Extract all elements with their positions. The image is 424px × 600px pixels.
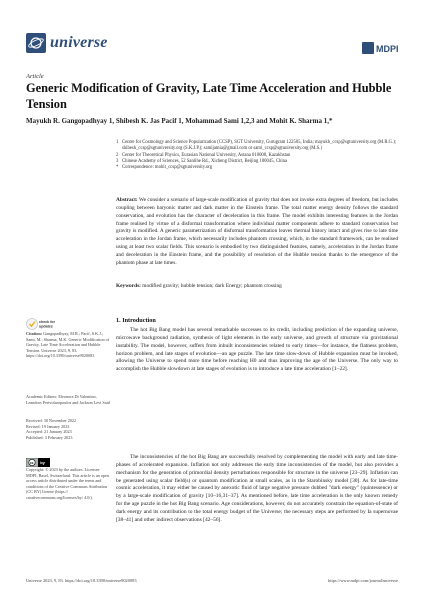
svg-text:MDPI: MDPI	[376, 44, 398, 54]
abstract-text: We consider a scenario of large-scale modification of gravity that does not invoke extra degrees of freedom, but includes coupling between baryonic matter and dark matter in the Einstein frame. The total matter energy density follows the standard conservation, and evolution has the character of deceleration in this frame. The model exhibits interesting features in the Jordan frame realised by virtue of a disformal transformation where individual matter components adhere to standard conservation but gravity is modified. A generic parametrization of disformal transformation leaves thermal history intact and gives rise to late time acceleration in the Jordan frame, which necessarily includes phantom crossing, which, in the standard framework, can be realised using at least two scalar fields. This scenario is embodied by two distinguished features, namely, acceleration in the Jordan frame and deceleration in the Einstein frame, and the possibility of resolution of the Hubble tension thanks to the emergence of the phantom phase at late times.	[116, 197, 398, 266]
universe-journal-icon	[26, 33, 46, 53]
abstract	[116, 197, 398, 268]
check-for-updates-icon[interactable]	[26, 317, 64, 331]
affiliation-list	[116, 140, 398, 171]
editor-names: Eleonora Di Valentino, Leandros Perivolaropoulos and Jackson Levi Said	[26, 394, 110, 405]
affiliation-text: Centre for Cosmology and Science Popularization (CCSP), SGT University, Gurugram 122505, India; mayukh_ccsp@sgtuniversity.org (M.R.G.); shibesh_ccsp@sgtuniversity.org (S.K.J.P.); samijamia@gmail.com or sami_ccsp@sgtuniversity.org (M.S.)	[122, 140, 397, 152]
affiliation-text: Correspondence: mohit_ccsp@sgtuniversity.org	[122, 165, 213, 171]
citation-block	[26, 331, 110, 359]
affiliation-number: 3	[116, 158, 119, 164]
footer-citation: Universe 2023, 9, 83. https://doi.org/10.3390/universe9020083	[26, 578, 137, 583]
author-list: Mayukh R. Gangopadhyay 1, Shibesh K. Jas Pacif 1, Mohammad Sami 1,2,3 and Mohit K. Sharma 1,*	[26, 117, 333, 125]
affiliation-text: Chinese Academy of Sciences, 52 Sanlihe Rd., Xicheng District, Beijing 100045, China	[122, 158, 288, 164]
keywords-label: Keywords:	[116, 283, 141, 289]
affiliation-number: *	[116, 165, 119, 171]
date-accepted: Accepted: 21 January 2023	[26, 429, 72, 435]
affiliation-text: Center for Theoretical Physics, Eurasian National University, Astana 010008, Kazakhstan	[122, 152, 291, 158]
date-received: Received: 30 November 2022	[26, 418, 77, 423]
affiliation-item	[116, 140, 398, 153]
keywords-text: modified gravity; hubble tension; dark Energy; phantom crossing	[142, 283, 282, 289]
license-text: Copyright: © 2023 by the authors. Licensee MDPI, Basel, Switzerland. This article is an open access article distributed under the terms and conditions of the Creative Commons Attribution (CC BY) license (https:// creativecommons.org/licenses/by/ 4.0/).	[26, 467, 109, 500]
article-type: Article	[26, 73, 44, 80]
citation-text: Gangopadhyay, M.R.; Pacif, S.K.J.; Sami, M.; Sharma, M.K. Generic Modification of Gravity, Late Time Acceleration and Hubble Tension. Universe 2023, 9, 83. https://doi.org/10.3390/universe9020083	[26, 331, 110, 359]
paragraph: The hot Big Bang model has several remarkable successes to its credit, including prediction of the expanding universe, microwave background radiation, synthesis of light elements in the early universe, and growth of structure via gravitational instability. The model, however, suffers from inbuilt inconsistencies related to early times—for instance, the flatness problem, horizon problem, and late stages of evolution—an age puzzle. The late time slow-down of Hubble expansion must be invoked, allowing the Universe to spend more time before reaching H0 and thus improving the age of the Universe. The only way to accomplish the Hubble slowdown at late stages of evolution is to introduce a late time acceleration [1–22].	[116, 327, 398, 373]
cc-by-license-icon[interactable]	[26, 458, 50, 467]
article-title: Generic Modification of Gravity, Late Time Acceleration and Hubble Tension	[26, 81, 392, 111]
affiliation-number: 2	[116, 152, 119, 158]
svg-text:updates: updates	[39, 324, 53, 329]
mdpi-logo	[362, 40, 398, 56]
abstract-label: Abstract:	[116, 197, 138, 203]
footer-journal-url[interactable]: https://www.mdpi.com/journal/universe	[328, 578, 398, 583]
date-revised: Revised: 19 January 2023	[26, 423, 70, 429]
affiliation-number: 1	[116, 140, 119, 145]
keywords	[116, 283, 398, 289]
date-published: Published: 3 February 2023	[26, 434, 73, 440]
svg-text:by: by	[40, 460, 45, 466]
editor-label: Academic Editors:	[26, 394, 58, 399]
journal-name: universe	[50, 34, 108, 51]
editor-block	[26, 394, 110, 405]
affiliation-item	[116, 165, 398, 171]
paragraph: The inconsistencies of the hot Big Bang are successfully resolved by complementing the model with early and late time-phases of accelerated expansion. Inflation not only addresses the early time inconsistencies of the model, but also provides a mechanism for the generation of primordial density perturbations responsible for structure in the universe [23–29]. Inflation can be generated using scalar field(s) or quantum modification at small scales, as in the Starobinsky model [30]. As for late-time cosmic acceleration, it may either be caused by anexotic fluid of large negative pressure dubbed "dark energy" (quintessence) or by a large-scale modification of gravity [10–16,31–37]. As mentioned before, late time acceleration is the only known remedy for the age puzzle in the hot Big Bang scenario. Age considerations, however, do not accurately constrain the equation-of-state of dark energy and its contribution to the total energy budget of the Universe; the necessary steps are performed by Ia supernovae [38–41] and other indirect observations [42–56].	[116, 454, 398, 523]
section-heading: 1. Introduction	[116, 317, 156, 324]
svg-text:cc: cc	[30, 460, 34, 465]
citation-label: Citation:	[26, 331, 43, 336]
dates-block	[26, 418, 110, 440]
svg-text:check for: check for	[39, 320, 55, 324]
